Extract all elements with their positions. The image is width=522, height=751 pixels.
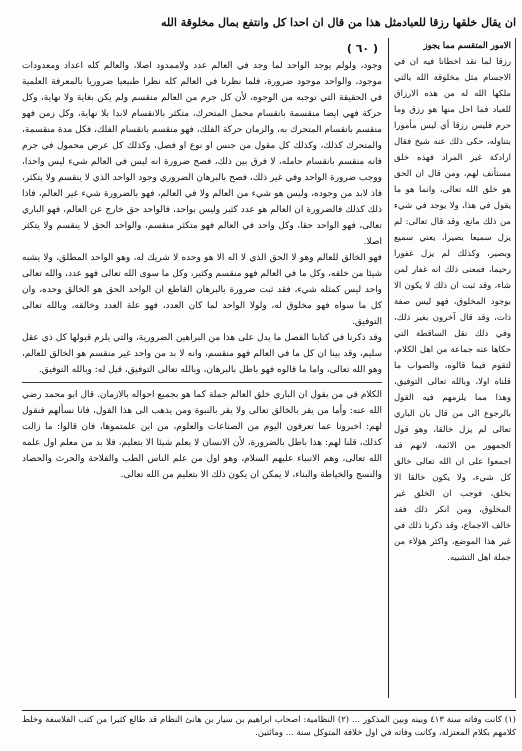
margin-text: رزقا لما نقد اخطانا فيه ان في الاجسام مثل مخلوقة الله بالتي ملكها الله له من هذه الارزاق للعباد فما احل منها هو رزق وما حرم فليس رزقا أي ليس مأمورا بتناوله، حكى ذلك عنه شيخ فقال ارادكة غير المراد فهذه خلق مستأنف لهم، ومن قال ان الحق هو خلق الله تعالى، وانما هو ما يقول في هذا، ولا يوجد في شيء من ذلك مانع، وقد قال تعالى: لم يزل سميعا بصيرا، يعني سميع وبصير، وكذلك لم يزل غفورا رحيما، فمعنى ذلك انه غفار لمن شاء، وقد ثبت ان ذلك لا يكون الا بوجود المخلوق، فهو ليس صفة ذات، وقد قال آخرون بغير ذلك، وفي ذلك نقل الساقطة التي حكاها عنه جماعة من اهل الكلام، لتقوم فيما قالوه، والصواب ما قلناه اولا، وبالله تعالى التوفيق، وهذا مما يلزمهم فيه القول بالرجوع الى من قال بان الباري تعالى لم يزل خالقا، وهو قول الجمهور من الائمة، لانهم قد اجمعوا على ان الله تعالى خالق كل شيء، ولا يكون خالقا الا بخلق، فوجب ان الخلق غير المخلوق، ومن انكر ذلك فقد خالف الاجماع، وقد ذكرنا ذلك في غير هذا الموضع، واكثر هؤلاء من جملة اهل التشبيه. [394,57,511,563]
section-divider [22,382,382,383]
page-head [78,38,378,58]
footnote: (١) كانت وفاته سنة ٤١٣ وبينه وبين المذكور ... (٢) النظامية: اصحاب ابراهيم بن سيار بن هانئ النظام قد طالع كثيرا من كتب الفلاسفة وخلط كلامهم بكلام المعتزلة، وكانت وفاته في اول خلافة المتوكل سنة ... ومائتين. [22,715,516,738]
running-header-right: ان يقال خلقها رزقا للعبادمثل هذا من قال ان احدا كل وانتفع بمال مخلوقة الله [160,16,516,29]
footnote-divider [22,710,516,711]
main-paragraph-2: فهو الخالق للعالم وهو لا الحق الذي لا اله الا هو وحده لا شريك له، وهو الواحد المطلق، ولا يشبه شيئا من خلقه، وكل ما في العالم فهو منقسم وكثير، وكل ما سوى الله تعالى فهو عدد، والله تعالى واحد ليس كمثله شيء، فقد ثبت ضرورة بالبرهان القاطع ان الواحد الحق هو الخالق وحده، وان كل ما سواه فهو مخلوق له، ولولا الواحد لما كان العدد، فهو علة العدد وخالقه، وبالله تعالى التوفيق. [22,253,382,327]
margin-title: الامور المتقسم مما يجوز [423,41,511,51]
column-divider [388,38,389,698]
main-paragraph-4: الكلام في من يقول ان الباري خلق العالم جملة كما هو بجميع احواله بالازمان. قال ابو محمد رضي الله عنه: وأما من يقر بالخالق تعالى ولا يقر بالنبوة ومن يذهب الى هذا القول، فانا نسألهم فنقول لهم: اخبرونا عما تعرفون اليوم من الصناعات والعلوم، من اين علمتموها، فان قالوا: ما زالت كذلك، قلنا لهم: هذا باطل بالضرورة، لأن الانسان لا يعلم شيئا الا بتعليم، فلا بد من معلم اول علمه الله تعالى، وهم الانبياء عليهم السلام، وهو اول من علم الناس الطب والفلاحة والحرث والحصاد والنسج والخياطة والبناء، لا يمكن ان يكون ذلك الا بتعليم من الله تعالى. [22,390,382,480]
running-header [78,12,516,34]
page [8,8,514,743]
main-column [22,58,382,708]
main-paragraph-3: وقد ذكرنا في كتابنا الفصل ما يدل على هذا من البراهين الضرورية، والتي يلزم قبولها كل ذي عقل سليم، وقد بينا ان كل ما في العالم فهو منقسم، وانه لا بد من واحد غير منقسم هو الخالق للعالم، وهو الله تعالى، واما ما قالوه فهو باطل بالبرهان، وبالله تعالى التوفيق، قيل له: وبالله التوفيق. [22,333,382,375]
margin-column [394,38,516,698]
page-number: ( ٦٠ ) [346,41,378,55]
main-paragraph-1: وجود، ولولم يوجد الواحد لما وجد في العالم عدد ولاممدود اصلا، والعالم كله اعداد ومعدودات موجود، والواحد موجود ضرورة، فلما نظرنا في العالم كله نظرا طبيعيا ضروريا بالمعرفة العلمية في الحقيقة التي توجبه من الوجوه، لأن كل جرم من العالم منقسم ولم يكن بغاية ولا نهاية، وكل حركة فهي ايضا منقسمة بانقسام محمل المتحرك، متكثر بالانقسام لابدا بلا نهاية، وكل زمن فهو منقسم بانقسام المتحرك به، والزمان حركة الفلك، فهو منقسم بانقسام الفلك، فكل مدة منقسمة، والمتحرك كذلك، وكذلك كل مقول من جنس او نوع او فصل، وكذلك كل عرض محمول في جرم فانه منقسم بانقسام حامله، لا فرق بين ذلك، فصح ضرورة انه ليس في العالم شيء ليس واحدا، ووجب ضرورة الواحد وفي غير ذلك، فصح بالبرهان الضروري وجود الواحد الذي لا ينقسم ولا يتكثر، فاذ لابد من وجوده، وليس هو شيء من العالم ولا في العالم، فهو بالضرورة شيء غير العالم، فاذا ذلك كذلك فالضرورة ان العالم هو عدد كثير وليس بواحد، فالواحد حق خارج عن العالم، فهو الباري تعالى، فهو الواحد حقا، وكل واحد في العالم فهو متكثر منقسم، والواحد الحق لا ينقسم ولا يتكثر اصلا. [22,61,382,247]
